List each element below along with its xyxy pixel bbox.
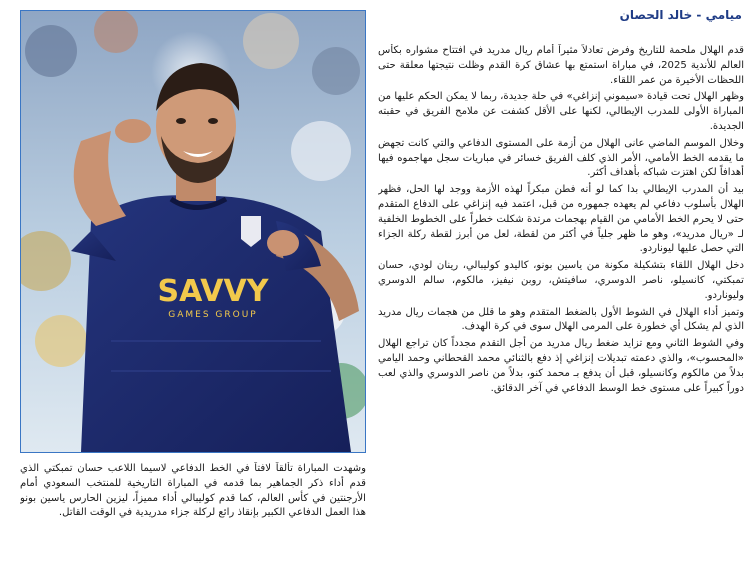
article-paragraph: بيد أن المدرب الإيطالي بدا كما لو أنه فطن مبكراً لهذه الأزمة ووجد لها الحل، فظهر الهلال بأسلوب دفاعي لم يعهده جمهوره من قبل، اعتمد فيه إنزاغي على الدفاع المتقدم حتى لا يحرم الخط الأمامي من القيام بهجمات مرتدة شكلت خطراً على الخطوط الخلفية لـ «ريال مدريد»، وهو ما ظهر جلياً في أكثر من لقطة، لعل من أبرز لقطة ركلة الجزاء التي حصل عليها ليوناردو. (378, 184, 744, 255)
article-paragraph: وتميز أداء الهلال في الشوط الأول بالضغط المتقدم وهو ما قلل من هجمات ريال مدريد الذي لم يشكل أي خطورة على المرمى الهلال سوى في كرة الهدف. (378, 306, 744, 333)
jersey-sponsor-text: SAVVY (157, 274, 269, 309)
article-byline: ميامي - خالد الحصان (619, 8, 742, 22)
article-paragraph: دخل الهلال اللقاء بتشكيلة مكونة من ياسين بونو، كاليدو كوليبالي، رينان لودي، حسان تمبكتي، كانسيلو، ناصر الدوسري، سافيتش، روبن نيفيز، مالكوم، سالم الدوسري وليوناردو. (378, 260, 744, 301)
article-paragraph: وفي الشوط الثاني ومع تزايد ضغط ريال مدريد من أجل التقدم مجدداً كان تراجع الهلال «المحسوب»، والذي دعمته تبديلات إنزاغي إذ دفع بالثنائي محمد القحطاني وحمد اليامي بدلاً من مالكوم وكانسيلو، قبل أن يدفع بـ محمد كنو، بدلاً من ناصر الدوسري والذي لعب دوراً كبيراً على مستوى خط الوسط الدفاعي في آخر الدقائق. (378, 338, 744, 394)
article-paragraph: وخلال الموسم الماضي عانى الهلال من أزمة على المستوى الدفاعي والتي كانت تجهض ما يقدمه الخط الأمامي، الأمر الذي كلف الفريق خسائر في مباريات سجل مهاجموه فيها أهدافاً لكن اهتزت شباكه بأهداف أكثر. (378, 137, 744, 179)
article-paragraph: وشهدت المباراة تألقاً لافتاً في الخط الدفاعي لاسيما اللاعب حسان تمبكتي الذي قدم أداء ذكر الجماهير بما قدمه في المباراة التاريخية للمنتخب السعودي أمام الأرجنتين في كأس العالم، كما قدم كوليبالي أداء مميزاً، ليزين الحارس ياسين بونو هذا العمل الدفاعي الكبير بإنقاذ رائع لركلة جزاء مدريدية في الوقت القاتل. (20, 463, 366, 519)
player-celebration-image (21, 11, 365, 452)
article-paragraph: قدم الهلال ملحمة للتاريخ وفرض تعادلاً مثيراً أمام ريال مدريد في افتتاح مشواره بكأس العالم للأندية 2025، في مباراة استمتع بها عشاق كرة القدم وظلت نتيجتها معلقة حتى اللحظات الأخيرة من عمر اللقاء. (378, 45, 744, 86)
article-paragraph: وظهر الهلال تحت قيادة «سيموني إنزاغي» في حلة جديدة، ربما لا يمكن الحكم عليها من المباراة الأولى للمدرب الإيطالي، لكنها على الأقل كشفت عن ملامح الفريق في حقبته الجديدة. (378, 91, 744, 132)
jersey-sponsor-sub-text: GAMES GROUP (168, 310, 258, 320)
article-body-left-column (20, 462, 366, 572)
player-photo (20, 10, 366, 453)
article-body-right-column (378, 44, 744, 572)
